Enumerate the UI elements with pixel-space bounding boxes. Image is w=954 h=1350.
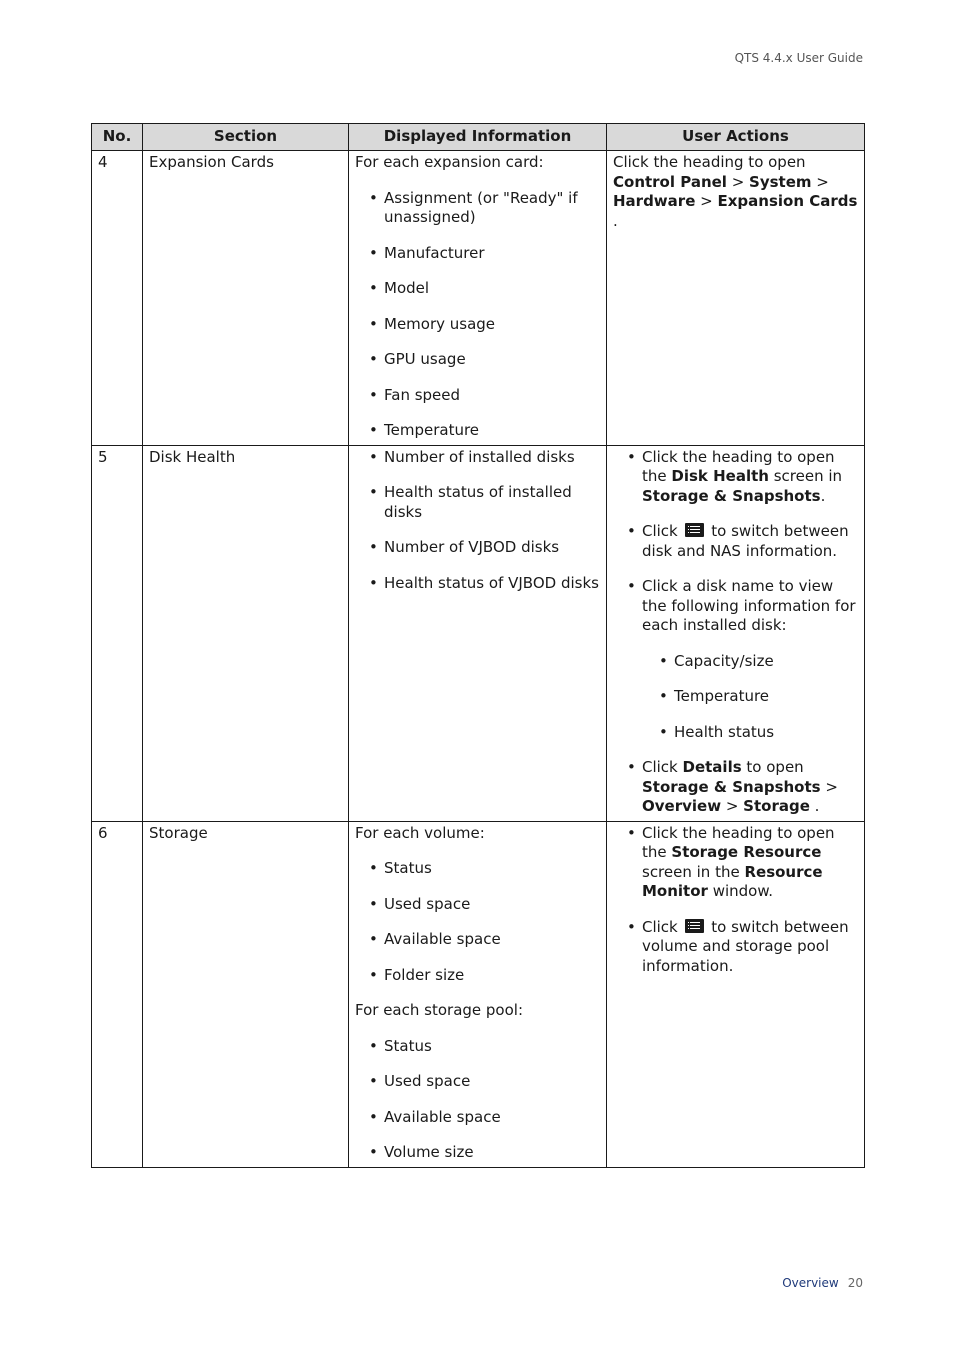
cell-actions	[607, 151, 865, 446]
list-item	[613, 824, 858, 902]
running-header: QTS 4.4.x User Guide	[734, 51, 863, 65]
path-separator: >	[721, 797, 744, 815]
list-item: • Model	[355, 279, 600, 299]
action-text: Click the heading to open the	[642, 823, 835, 861]
details-link: Details	[682, 758, 742, 776]
list-item: • Temperature	[642, 687, 858, 707]
info-list-2	[355, 1037, 600, 1163]
list-item: • Available space	[355, 930, 600, 950]
sentence-end: .	[613, 211, 618, 230]
cell-no: 4	[92, 151, 143, 446]
cell-section: Expansion Cards	[143, 151, 349, 446]
list-item: • Used space	[355, 1072, 600, 1092]
cell-no: 5	[92, 445, 143, 821]
list-item: • Available space	[355, 1108, 600, 1128]
overview-link: Overview	[642, 797, 722, 815]
table-row	[92, 151, 865, 446]
list-item: • Used space	[355, 895, 600, 915]
col-header-actions: User Actions	[607, 124, 865, 151]
action-text: to switch between volume and storage pool information.	[642, 917, 849, 975]
list-item: • Volume size	[355, 1143, 600, 1163]
dashboard-sections-table	[91, 123, 865, 1168]
sentence-end: .	[809, 797, 820, 815]
table-row	[92, 821, 865, 1167]
action-text: screen in	[768, 467, 843, 485]
path-separator: >	[695, 192, 718, 210]
info-intro: For each expansion card:	[355, 153, 544, 171]
action-text: window.	[707, 882, 774, 900]
sentence-end: .	[820, 486, 826, 505]
col-header-info: Displayed Information	[349, 124, 607, 151]
storage-snapshots-link: Storage & Snapshots	[642, 486, 821, 505]
list-item	[613, 577, 858, 742]
cell-info	[349, 445, 607, 821]
info-intro: For each volume:	[355, 823, 485, 842]
action-text: Click	[642, 917, 683, 936]
list-item	[613, 758, 858, 817]
cell-no: 6	[92, 821, 143, 1167]
path-separator: >	[726, 172, 750, 191]
list-item: • Number of VJBOD disks	[355, 538, 600, 558]
list-item: • Memory usage	[355, 315, 600, 335]
table-row	[92, 445, 865, 821]
action-text: Click a disk name to view the following information for each installed disk:	[642, 577, 856, 634]
hardware-link: Hardware	[613, 192, 696, 210]
action-text: to switch between disk and NAS information.	[642, 522, 849, 560]
action-text: Click	[642, 522, 683, 540]
list-item: • GPU usage	[355, 350, 600, 370]
info-list	[355, 448, 600, 594]
cell-info	[349, 151, 607, 446]
system-link: System	[749, 172, 812, 191]
info-list	[355, 189, 600, 441]
resource-monitor-link: Resource Monitor	[642, 862, 823, 900]
page-footer	[782, 1276, 863, 1290]
actions-list	[613, 824, 858, 977]
action-text: Click the heading to open the	[642, 447, 835, 485]
list-item: • Status	[355, 1037, 600, 1057]
list-item: • Health status	[642, 723, 858, 743]
cell-section: Storage	[143, 821, 349, 1167]
expansion-cards-link: Expansion Cards	[717, 192, 858, 210]
page-number: 20	[847, 1276, 863, 1290]
path-separator: >	[811, 172, 829, 191]
list-item: • Fan speed	[355, 386, 600, 406]
table-header-row	[92, 124, 865, 151]
list-item: • Temperature	[355, 421, 600, 441]
info-intro-2: For each storage pool:	[355, 1001, 523, 1019]
info-list	[355, 859, 600, 985]
list-item: • Capacity/size	[642, 652, 858, 672]
list-item: • Folder size	[355, 966, 600, 986]
menu-list-icon	[685, 523, 704, 537]
action-text: screen in the	[642, 862, 745, 881]
control-panel-link: Control Panel	[613, 172, 727, 191]
list-item: • Status	[355, 859, 600, 879]
disk-health-link: Disk Health	[671, 467, 769, 485]
list-item: • Assignment (or "Ready" if unassigned)	[355, 189, 600, 228]
storage-resource-link: Storage Resource	[671, 843, 822, 861]
cell-section: Disk Health	[143, 445, 349, 821]
cell-actions	[607, 445, 865, 821]
sub-list	[642, 652, 858, 743]
storage-link: Storage	[743, 797, 810, 815]
list-item	[613, 918, 858, 977]
list-item: • Health status of installed disks	[355, 483, 600, 522]
action-text: to open	[741, 758, 804, 776]
list-item	[613, 522, 858, 561]
col-header-section: Section	[143, 124, 349, 151]
cell-actions	[607, 821, 865, 1167]
list-item: • Health status of VJBOD disks	[355, 574, 600, 594]
col-header-no: No.	[92, 124, 143, 151]
action-text: Click	[642, 758, 683, 776]
path-separator: >	[820, 777, 838, 796]
menu-list-icon	[685, 919, 704, 933]
cell-info	[349, 821, 607, 1167]
list-item	[613, 448, 858, 507]
actions-list	[613, 448, 858, 817]
action-text: Click the heading to open	[613, 153, 806, 171]
list-item: • Number of installed disks	[355, 448, 600, 468]
list-item: • Manufacturer	[355, 244, 600, 264]
footer-section-title: Overview	[782, 1276, 839, 1290]
storage-snapshots-link: Storage & Snapshots	[642, 777, 821, 796]
